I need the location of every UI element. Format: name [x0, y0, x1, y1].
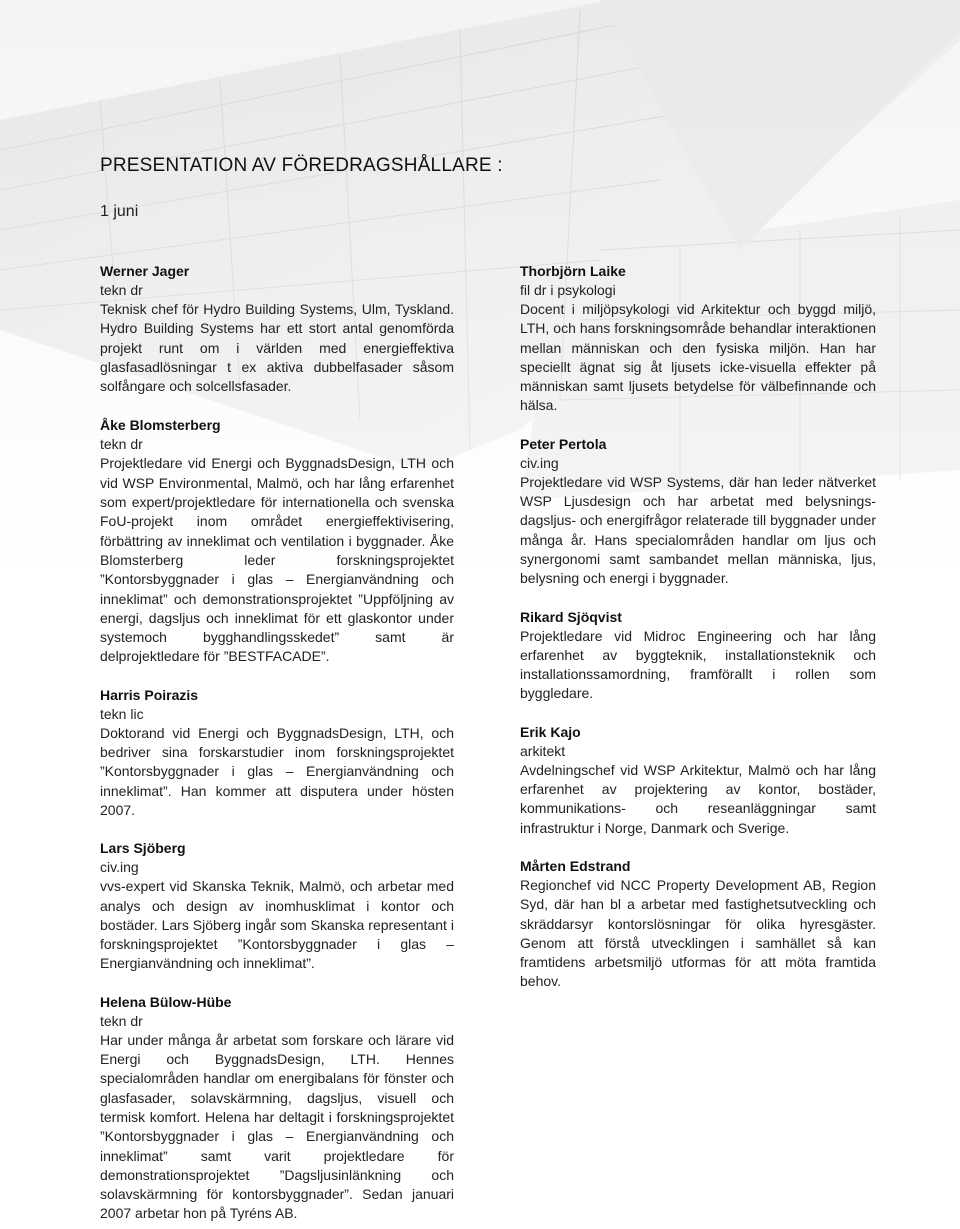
speaker-entry — [100, 416, 454, 666]
speaker-name: Rikard Sjöqvist — [520, 608, 622, 625]
speaker-bio: Avdelningschef vid WSP Arkitektur, Malmö och har lång erfarenhet av projektering av kontor, bostäder, kommunikations- och reseanläggningar samt infrastruktur i Norge, Danmark och Sverige. — [520, 761, 876, 836]
speaker-bio: vvs-expert vid Skanska Teknik, Malmö, och arbetar med analys och design av inomhusklimat i kontor och bostäder. Lars Sjöberg ingår som Skanska representant i forskningsprojektet ”Kontorsbyggnader i glas – Energianvändning och inneklimat”. — [100, 878, 454, 972]
speaker-title: tekn lic — [100, 705, 144, 722]
event-date: 1 juni — [100, 203, 139, 220]
speaker-entry — [100, 686, 454, 820]
speaker-bio: Projektledare vid Energi och ByggnadsDesign, LTH och vid WSP Environmental, Malmö, och har lång erfarenhet som expert/projektledare för internationella och svenska FoU-projekt inom området energieffektivisering, förbättring av inneklimat och ventilation i byggnader. Åke Blomsterberg leder forskningsprojektet ”Kontorsbyggnader i glas – Energianvändning och inneklimat” och demonstrationsprojektet ”Uppföljning av energi, dagsljus och inneklimat för ett glaskontor under systemoch bygghandlingsskedet” samt är delprojektledare för ”BESTFACADE”. — [100, 455, 454, 665]
speaker-entry — [520, 857, 876, 992]
speaker-name: Åke Blomsterberg — [100, 417, 221, 434]
speaker-title: civ.ing — [100, 859, 139, 876]
speaker-title: civ.ing — [520, 454, 559, 471]
page-title: PRESENTATION AV FÖREDRAGSHÅLLARE : — [100, 155, 503, 176]
speaker-bio: Regionchef vid NCC Property Development AB, Region Syd, där han bl a arbetar med fastighetsutveckling och skräddarsyr kontorslösningar för olika hyresgäster. Genom att förstå utvecklingen i samhället så kan framtidens arbetsmiljö utformas för att möta framtida behov. — [520, 876, 876, 990]
speaker-name: Harris Poirazis — [100, 686, 199, 703]
speaker-name: Werner Jager — [100, 263, 190, 279]
speaker-entry — [520, 435, 876, 589]
speaker-name: Erik Kajo — [520, 723, 581, 740]
speaker-entry — [520, 608, 876, 704]
speaker-name: Lars Sjöberg — [100, 840, 186, 857]
speaker-bio: Har under många år arbetat som forskare och lärare vid Energi och ByggnadsDesign, LTH. Hennes specialområden handlar om energibalans för fönster och glasfasader, solavskärmning, dagsljus, visuell och termisk komfort. Helena har deltagit i forskningsprojektet ”Kontorsbyggnader i glas – Energianvändning och inneklimat” samt varit projektledare för demonstrationsprojektet ”Dagsljusinlänkning och solavskärmning för kontorsbyggnader”. Sedan januari 2007 arbetar hon på Tyréns AB. — [100, 1031, 454, 1222]
speaker-title: tekn dr — [100, 282, 143, 298]
speaker-name: Mårten Edstrand — [520, 857, 631, 874]
speaker-name: Helena Bülow-Hübe — [100, 993, 232, 1010]
speaker-bio: Projektledare vid Midroc Engineering och har lång erfarenhet av byggteknik, installationsteknik och installationssamordning, framförallt i rollen som byggledare. — [520, 627, 876, 702]
speaker-bio: Projektledare vid WSP Systems, där han leder nätverket WSP Ljusdesign och har arbetat med belysnings- dagsljus- och energifrågor relaterade till byggnader under många år. Hans specialområden handlar om ljus och synergonomi samt sambandet mellan människa, ljus, belysning och energi i byggnader. — [520, 473, 876, 587]
speaker-name: Thorbjörn Laike — [520, 263, 626, 279]
speaker-entry — [100, 993, 454, 1224]
speaker-bio: Teknisk chef för Hydro Building Systems, Ulm, Tyskland. Hydro Building Systems har ett stort antal genomförda projekt runt om i världen med energieffektiva glasfasadlösningar t ex aktiva dubbelfasader såsom solfångare och solcellsfasader. — [100, 301, 454, 395]
speaker-title: tekn dr — [100, 436, 143, 453]
speaker-bio: Doktorand vid Energi och ByggnadsDesign, LTH, och bedriver sina forskarstudier inom forskningsprojektet ”Kontorsbyggnader i glas – Energianvändning och inneklimat”. Han kommer att disputera under hösten 2007. — [100, 724, 454, 818]
speaker-bio: Docent i miljöpsykologi vid Arkitektur och byggd miljö, LTH, och hans forskningsområde behandlar interaktionen mellan människan och den fysiska miljön. Han har speciellt ägnat sig åt ljusets icke-visuella effekter på människan samt ljusets betydelse för välbefinnande och hälsa. — [520, 301, 876, 414]
speaker-entry — [520, 723, 876, 838]
speaker-name: Peter Pertola — [520, 435, 607, 452]
speaker-title: tekn dr — [100, 1012, 143, 1029]
speaker-entry — [100, 262, 454, 396]
speaker-title: fil dr i psykologi — [520, 282, 616, 298]
speaker-column-left — [100, 262, 454, 1224]
speaker-entry — [100, 839, 454, 973]
speaker-entry — [520, 262, 876, 416]
speaker-column-right — [520, 262, 876, 992]
speaker-title: arkitekt — [520, 742, 566, 759]
